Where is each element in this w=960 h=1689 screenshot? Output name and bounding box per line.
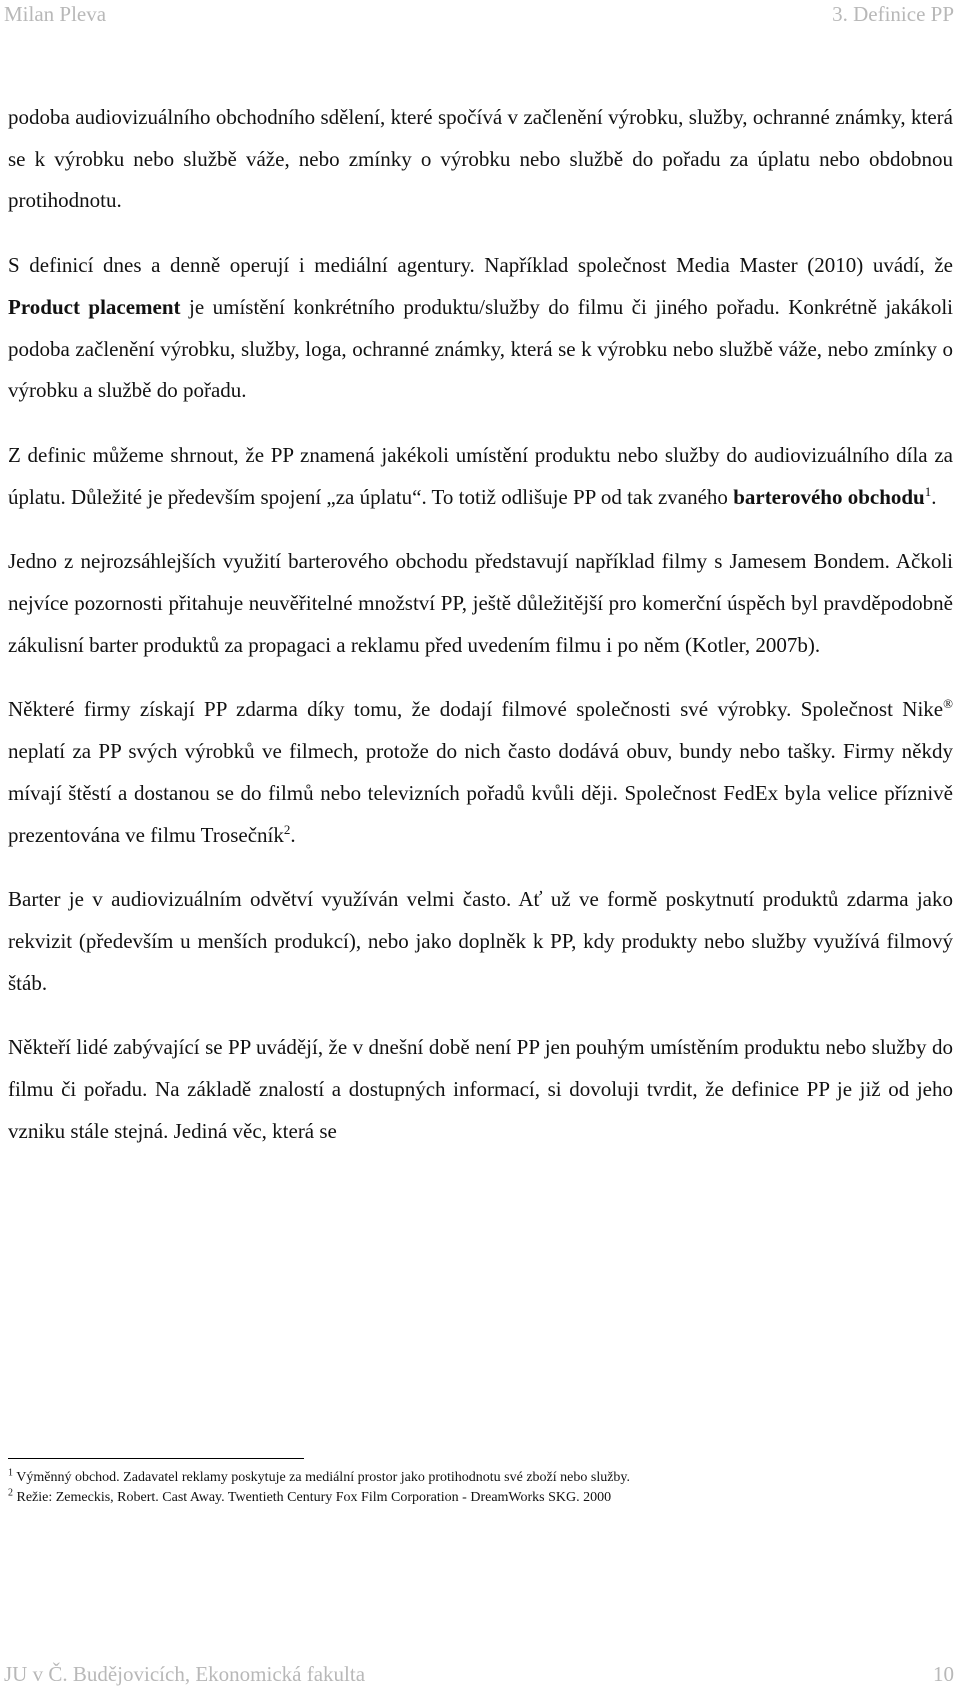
paragraph-3 [8,435,953,518]
footnote-separator [8,1458,304,1459]
p2-bold-term: Product placement [8,294,181,319]
footnote-ref-2: 2 [283,821,291,837]
paragraph-1: podoba audiovizuálního obchodního sdělení, které spočívá v začlenění výrobku, služby, ochranné známky, která se k výrobku nebo službě váže, nebo zmínky o výrobku nebo službě do pořadu za úplatu nebo obdobnou protihodnotu. [8,105,953,213]
p5-text-a: Některé firmy získají PP zdarma díky tomu, že dodají filmové společnosti své výrobky. Společnost Nike [8,697,944,722]
footnote-2-number: 2 [8,1487,13,1499]
header-chapter: 3. Definice PP [832,2,954,26]
registered-mark: ® [943,696,953,712]
p3-text-a: Z definic můžeme shrnout, že PP znamená jakékoli umístění produktu nebo služby do audiovizuálního díla za úplatu. Důležité je především spojení „za úplatu“. To totiž odlišuje PP od tak zvaného [8,442,953,509]
p5-text-c: . [290,822,296,847]
footnote-2 [8,1488,953,1508]
footnote-ref-1: 1 [924,483,932,499]
page-footer [0,1659,960,1689]
header-author: Milan Pleva [4,2,107,26]
page-number: 10 [933,1662,954,1686]
footnote-1-text: Výměnný obchod. Zadavatel reklamy poskytuje za mediální prostor jako protihodnotu své zboží nebo služby. [13,1470,631,1485]
paragraph-7: Někteří lidé zabývající se PP uvádějí, že v dnešní době není PP jen pouhým umístěním produktu nebo služby do filmu či pořadu. Na základě znalostí a dostupných informací, si dovoluji tvrdit, že definice PP je již od jeho vzniku stále stejná. Jediná věc, která se [8,1035,953,1143]
p5-text-b: neplatí za PP svých výrobků ve filmech, protože do nich často dodává obuv, bundy nebo tašky. Firmy někdy mívají štěstí a dostanou se do filmů nebo televizních pořadů kvůli ději. Společnost FedEx byla velice příznivě prezentována ve filmu Trosečník [8,739,953,847]
paragraph-4: Jedno z nejrozsáhlejších využití barterového obchodu představují například filmy s Jamesem Bondem. Ačkoli nejvíce pozornosti přitahuje neuvěřitelné množství PP, ještě důležitější pro komerční úspěch byl pravděpodobně zákulisní barter produktů za propagaci a reklamu před uvedením filmu i po něm (Kotler, 2007b). [8,549,953,657]
paragraph-5 [8,689,953,856]
footnotes [8,1468,953,1508]
p3-text-c: . [931,484,937,509]
footnote-2-text: Režie: Zemeckis, Robert. Cast Away. Twentieth Century Fox Film Corporation - DreamWorks SKG. 2000 [13,1490,612,1505]
paragraph-2 [8,245,953,412]
footnote-1 [8,1468,953,1488]
p2-text-c: je umístění konkrétního produktu/služby do filmu či jiného pořadu. Konkrétně jakákoli podoba začlenění výrobku, služby, loga, ochranné známky, která se k výrobku nebo službě váže, nebo zmínky o výrobku a službě do pořadu. [8,294,953,403]
p2-text-a: S definicí dnes a denně operují i mediální agentury. Například společnost Media Master (2010) uvádí, že [8,253,953,278]
footnote-1-number: 1 [8,1467,13,1479]
body-text [8,97,953,1175]
page-header [0,0,960,30]
p3-bold-term: barterového obchodu [733,484,925,509]
footer-institution: JU v Č. Budějovicích, Ekonomická fakulta [4,1662,366,1686]
paragraph-6: Barter je v audiovizuálním odvětví využíván velmi často. Ať už ve formě poskytnutí produktů zdarma jako rekvizit (především u menších produkcí), nebo jako doplněk k PP, kdy produkty nebo služby využívá filmový štáb. [8,887,953,995]
